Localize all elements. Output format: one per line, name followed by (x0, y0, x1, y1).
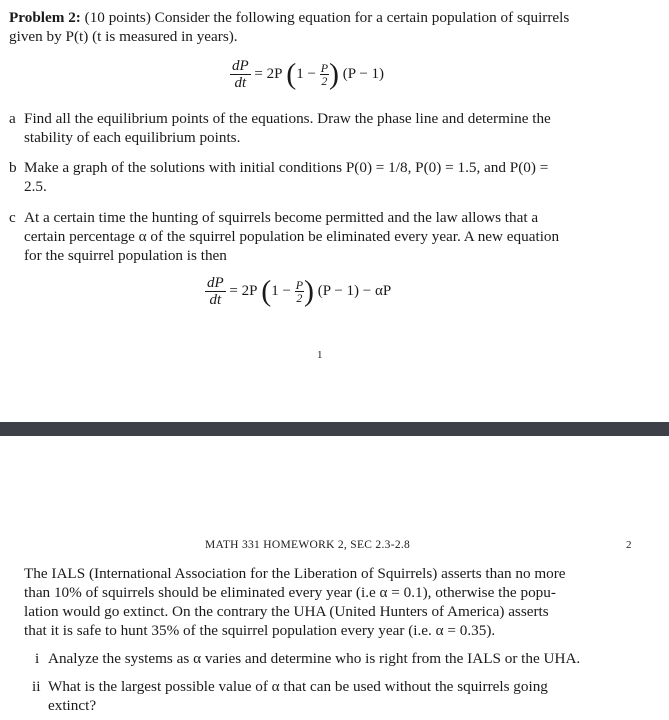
page-separator (0, 422, 669, 436)
item-c-line3: for the squirrel population is then (24, 247, 227, 264)
equation-1 (230, 58, 384, 91)
eq2-frac-den: 2 (296, 291, 303, 305)
item-b-label: b (9, 159, 17, 176)
eq2-tail: (P − 1) − αP (317, 283, 392, 299)
item-c-line2: certain percentage α of the squirrel population be eliminated every year. A new equation (24, 228, 560, 245)
page-2-number: 2 (626, 539, 632, 551)
item-ii-line1: What is the largest possible value of α that can be used without the squirrels going (48, 678, 548, 695)
problem-intro-line2: given by P(t) (t is measured in years). (9, 28, 238, 45)
eq2-open-paren: ( (261, 274, 272, 308)
item-a-line1: Find all the equilibrium points of the equations. Draw the phase line and determine the (24, 110, 551, 127)
running-header: MATH 331 HOMEWORK 2, SEC 2.3-2.8 (205, 539, 411, 551)
item-b-line1: Make a graph of the solutions with initial conditions P(0) = 1/8, P(0) = 1.5, and P(0) = (24, 159, 549, 176)
problem-intro-line1 (9, 8, 569, 27)
eq2-mid: = 2P (229, 283, 258, 299)
para-line4: that it is safe to hunt 35% of the squirrel population every year (i.e. α = 0.35). (24, 622, 496, 639)
eq1-inner-one: 1 − (296, 66, 316, 82)
intro-text-1: (10 points) Consider the following equation for a certain population of squirrels (84, 9, 570, 26)
item-ii-label: ii (32, 678, 41, 695)
item-c-line1: At a certain time the hunting of squirrels become permitted and the law allows that a (24, 209, 539, 226)
item-i-line1: Analyze the systems as α varies and determine who is right from the IALS or the UHA. (48, 650, 581, 667)
para-line2: than 10% of squirrels should be eliminated every year (i.e α = 0.1), otherwise the popu- (24, 584, 556, 601)
eq2-lhs-den: dt (209, 292, 222, 308)
item-c-label: c (9, 209, 16, 226)
eq1-inner-fraction (320, 62, 329, 87)
eq2-inner-fraction (295, 279, 304, 304)
para-line1: The IALS (International Association for the Liberation of Squirrels) asserts than no more (24, 565, 566, 582)
page-2 (0, 436, 669, 720)
eq2-lhs-fraction (205, 275, 226, 308)
page-1-number: 1 (317, 349, 323, 361)
eq1-frac-den: 2 (321, 74, 328, 88)
item-a-label: a (9, 110, 16, 127)
eq1-lhs-num: dP (232, 58, 249, 74)
problem-title: Problem 2: (9, 9, 81, 26)
eq1-tail: (P − 1) (342, 66, 385, 82)
item-b-line2: 2.5. (24, 178, 47, 195)
eq2-close-paren: ) (304, 274, 315, 308)
item-i-label: i (35, 650, 40, 667)
eq1-open-paren: ( (286, 57, 297, 91)
eq1-close-paren: ) (329, 57, 340, 91)
eq1-mid: = 2P (254, 66, 283, 82)
eq2-frac-num: P (295, 278, 304, 292)
equation-2 (205, 275, 391, 308)
item-a-line2: stability of each equilibrium points. (24, 129, 241, 146)
eq1-lhs-den: dt (234, 75, 247, 91)
item-ii-line2: extinct? (48, 697, 97, 714)
para-line3: lation would go extinct. On the contrary the UHA (United Hunters of America) asserts (24, 603, 549, 620)
eq2-inner-one: 1 − (271, 283, 291, 299)
eq1-frac-num: P (320, 61, 329, 75)
eq1-lhs-fraction (230, 58, 251, 91)
eq2-lhs-num: dP (207, 275, 224, 291)
